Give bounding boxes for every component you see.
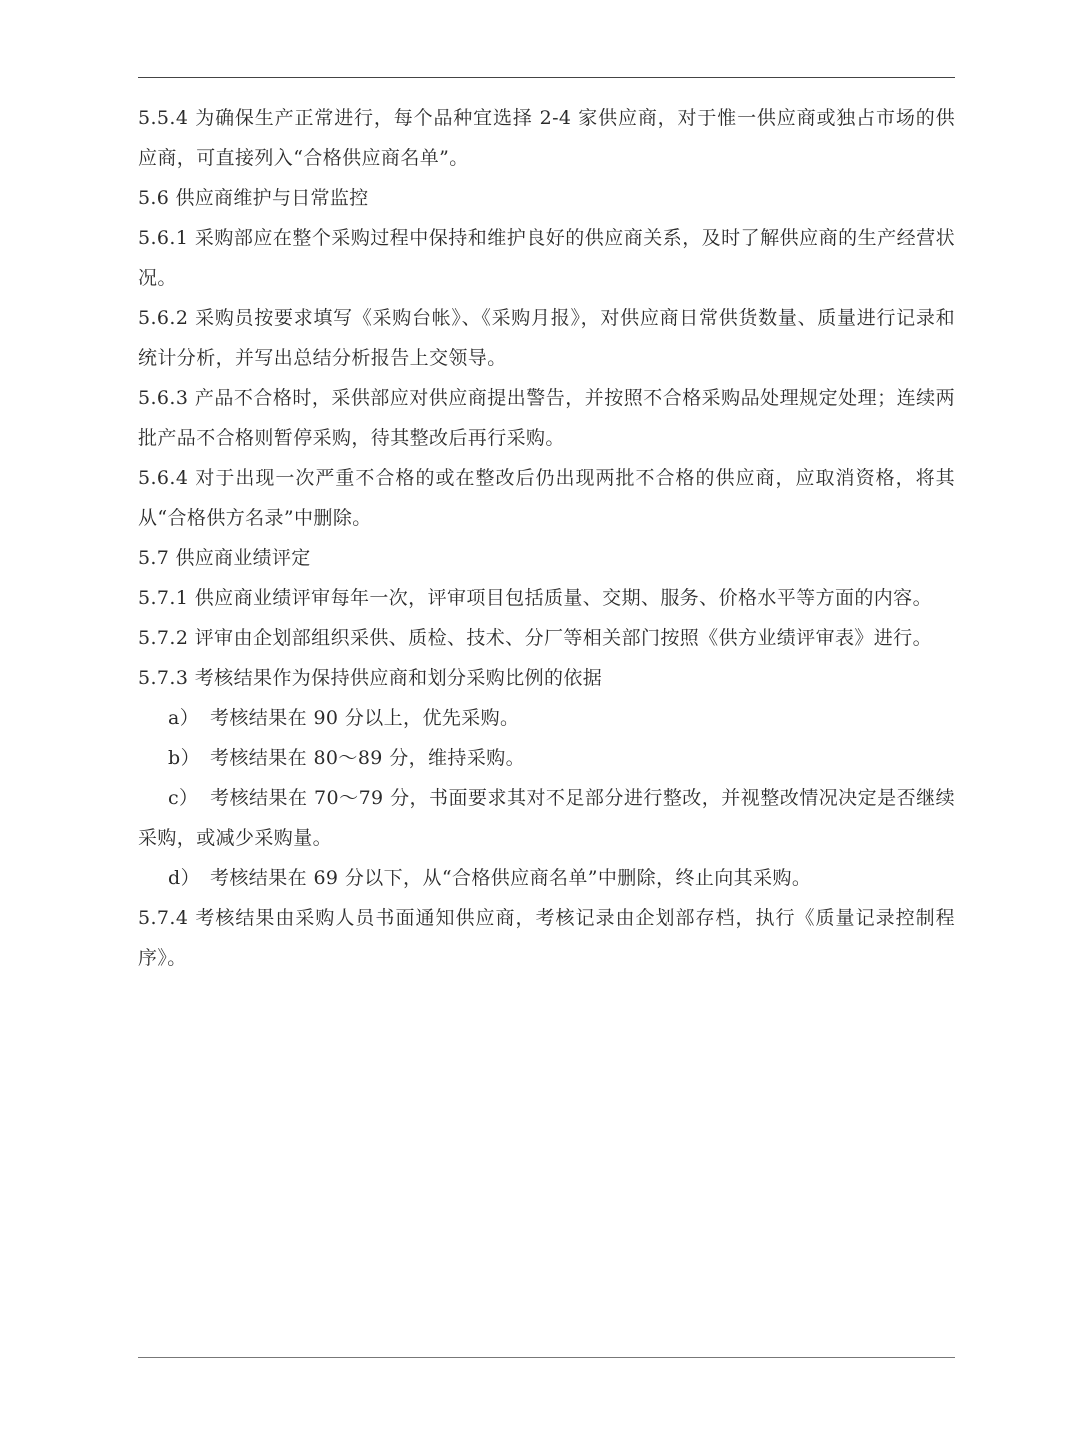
list-marker: a） (168, 707, 200, 729)
clause-5-5-4: 5.5.4 为确保生产正常进行，每个品种宜选择 2-4 家供应商，对于惟一供应商或独占市场的供应商，可直接列入“合格供应商名单”。 (138, 107, 955, 169)
list-item-text: 考核结果在 80～89 分，维持采购。 (210, 747, 526, 769)
footer-rule (138, 1357, 955, 1358)
list-item-text: 考核结果在 90 分以上，优先采购。 (210, 707, 520, 729)
section-heading-5-7: 5.7 供应商业绩评定 (138, 547, 311, 569)
list-item-text: 考核结果在 70～79 分，书面要求其对不足部分进行整改，并视整改情况决定是否继续采购，或减少采购量。 (138, 787, 955, 849)
clause-5-6-2: 5.6.2 采购员按要求填写《采购台帐》、《采购月报》，对供应商日常供货数量、质量进行记录和统计分析，并写出总结分析报告上交领导。 (138, 307, 955, 369)
list-item-c (138, 778, 955, 858)
document-body (138, 98, 955, 978)
clause-5-7-1: 5.7.1 供应商业绩评审每年一次，评审项目包括质量、交期、服务、价格水平等方面的内容。 (138, 587, 932, 609)
section-heading-5-6: 5.6 供应商维护与日常监控 (138, 187, 369, 209)
clause-5-7-2: 5.7.2 评审由企划部组织采供、质检、技术、分厂等相关部门按照《供方业绩评审表》进行。 (138, 627, 932, 649)
list-item-a (138, 698, 955, 738)
list-marker: b） (168, 747, 200, 769)
header-rule (138, 77, 955, 78)
list-marker: c） (168, 787, 199, 809)
clause-5-6-4: 5.6.4 对于出现一次严重不合格的或在整改后仍出现两批不合格的供应商，应取消资格，将其从“合格供方名录”中删除。 (138, 467, 955, 529)
clause-5-7-3: 5.7.3 考核结果作为保持供应商和划分采购比例的依据 (138, 667, 603, 689)
list-item-text: 考核结果在 69 分以下，从“合格供应商名单”中删除，终止向其采购。 (210, 867, 812, 889)
list-item-d (138, 858, 955, 898)
clause-5-6-3: 5.6.3 产品不合格时，采供部应对供应商提出警告，并按照不合格采购品处理规定处理；连续两批产品不合格则暂停采购，待其整改后再行采购。 (138, 387, 955, 449)
list-marker: d） (168, 867, 200, 889)
list-item-b (138, 738, 955, 778)
clause-5-6-1: 5.6.1 采购部应在整个采购过程中保持和维护良好的供应商关系，及时了解供应商的生产经营状况。 (138, 227, 955, 289)
clause-5-7-4: 5.7.4 考核结果由采购人员书面通知供应商，考核记录由企划部存档，执行《质量记录控制程序》。 (138, 907, 955, 969)
